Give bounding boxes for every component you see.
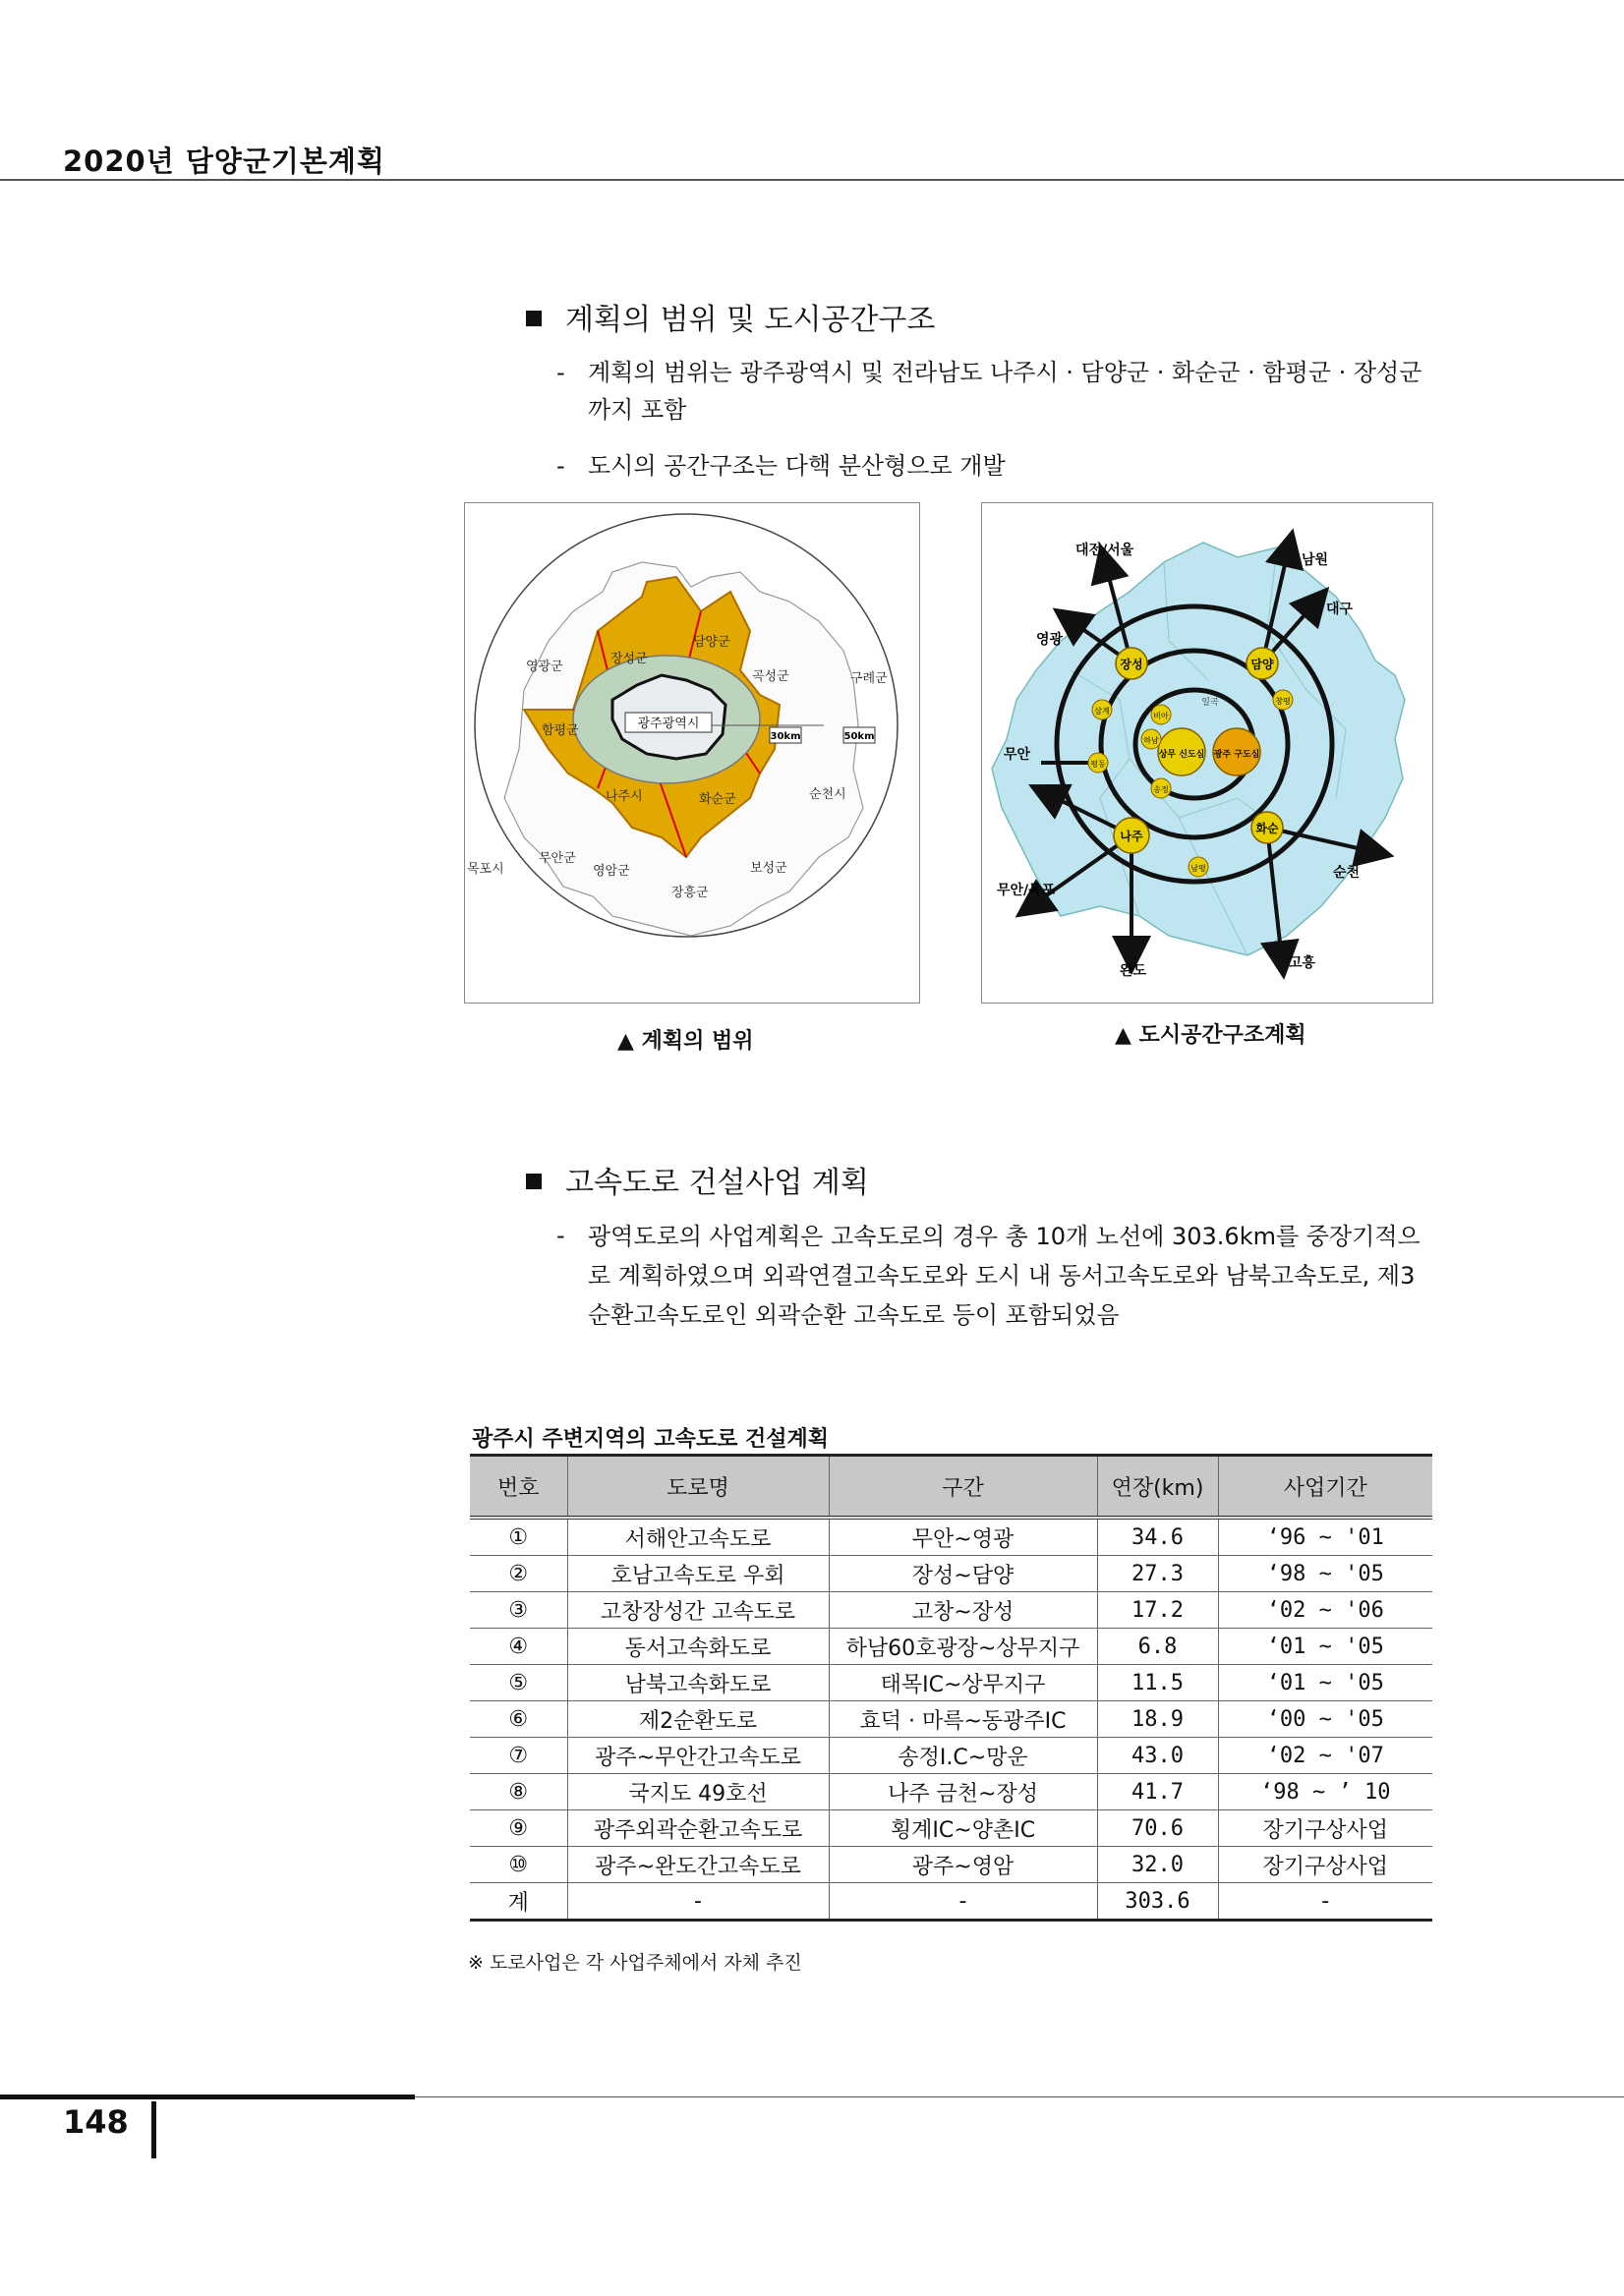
map-right-label-muan: 무안 [1004,747,1031,763]
cell-section: 광주~영암 [829,1847,1097,1883]
square-bullet-icon [526,311,542,326]
table-note: ※ 도로사업은 각 사업주체에서 자체 추진 [468,1952,802,1974]
cell-section: 하남60호광장~상무지구 [829,1629,1097,1665]
map-right-node-bia: 비아 [1153,712,1169,720]
square-bullet-icon [526,1174,542,1189]
map-right-node-ilgok: 일곡 [1201,698,1219,708]
section1-bullet-2: - 도시의 공간구조는 다핵 분산형으로 개발 [556,452,1006,480]
map-left-label-naju: 나주시 [606,789,643,804]
cell-period: ‘98 ~ ’ 10 [1218,1774,1432,1810]
table-row [470,1810,1432,1847]
cell-length: 6.8 [1097,1629,1218,1665]
page-number: 148 [63,2103,129,2141]
cell-period: 장기구상사업 [1218,1810,1432,1847]
cell-no: ⑥ [470,1701,567,1738]
map-right-label-daejeon: 대전/서울 [1075,543,1134,558]
map-right-node-changpyeong: 창평 [1275,697,1291,706]
col-header-period: 사업기간 [1218,1456,1432,1519]
cell-road: 국지도 49호선 [567,1774,829,1810]
table-row [470,1592,1432,1629]
cell-length: 43.0 [1097,1738,1218,1774]
map-left-label-boseong: 보성군 [750,861,787,876]
table-row [470,1847,1432,1883]
map-right-node-sangmu: 상무 신도심 [1158,750,1205,760]
col-header-road: 도로명 [567,1456,829,1519]
section2-heading: 고속도로 건설사업 계획 [526,1158,869,1201]
cell-road: 서해안고속도로 [567,1518,829,1556]
map-left-label-suncheon: 순천시 [809,787,846,802]
header-rule [0,179,1624,181]
map-right-node-hanam: 하남 [1143,736,1159,745]
cell-no: ① [470,1518,567,1556]
map-right-node-nampyeong: 남평 [1190,864,1206,873]
highway-plan-table [470,1454,1432,1922]
map-right-node-hwasun: 화순 [1255,822,1279,835]
map-left-label-hwasun: 화순군 [699,792,736,807]
table-header-row [470,1456,1432,1519]
cell-no: ⑩ [470,1847,567,1883]
cell-section: - [829,1883,1097,1921]
cell-length: 11.5 [1097,1665,1218,1701]
map-right-label-goheung: 고흥 [1289,955,1316,971]
map-left-label-jangheung: 장흥군 [671,886,709,900]
map-right-label-suncheon: 순천 [1333,865,1361,881]
table-row [470,1774,1432,1810]
map-left-label-mokpo: 목포시 [467,862,504,877]
footer-bar [0,2095,415,2099]
cell-road: 광주~완도간고속도로 [567,1847,829,1883]
cell-no: ⑦ [470,1738,567,1774]
map-right-label-daegu: 대구 [1326,602,1354,617]
cell-no: ③ [470,1592,567,1629]
cell-section: 장성~담양 [829,1556,1097,1592]
cell-road: 광주외곽순환고속도로 [567,1810,829,1847]
col-header-no: 번호 [470,1456,567,1519]
map-right-label-muanmokpo: 무안/목포 [997,883,1056,898]
cell-no: ⑧ [470,1774,567,1810]
cell-length: 34.6 [1097,1518,1218,1556]
map-right-node-gwangju: 광주 구도심 [1213,750,1260,760]
cell-road: 제2순환도로 [567,1701,829,1738]
cell-length: 303.6 [1097,1883,1218,1921]
table-row [470,1665,1432,1701]
map-left-label-50km: 50km [843,731,875,742]
map-right-label-namwon: 남원 [1302,552,1329,568]
cell-no: 계 [470,1883,567,1921]
cell-period: ‘96 ~ '01 [1218,1518,1432,1556]
cell-section: 횡계IC~양촌IC [829,1810,1097,1847]
cell-period: ‘00 ~ '05 [1218,1701,1432,1738]
cell-length: 27.3 [1097,1556,1218,1592]
cell-section: 송정I.C~망운 [829,1738,1097,1774]
cell-length: 41.7 [1097,1774,1218,1810]
cell-length: 17.2 [1097,1592,1218,1629]
map-right-node-pyeongdong: 평동 [1090,760,1106,769]
cell-period: ‘02 ~ '07 [1218,1738,1432,1774]
cell-period: ‘01 ~ '05 [1218,1665,1432,1701]
planning-scope-map [464,502,920,1004]
cell-section: 고창~장성 [829,1592,1097,1629]
cell-road: 남북고속화도로 [567,1665,829,1701]
spatial-structure-map [981,502,1433,1004]
table-row [470,1518,1432,1556]
cell-road: 동서고속화도로 [567,1629,829,1665]
page-number-bar [151,2101,156,2158]
running-header-title: 2020년 담양군기본계획 [63,144,385,178]
map-left-label-jangseong: 장성군 [610,652,648,666]
table-title: 광주시 주변지역의 고속도로 건설계획 [472,1427,830,1452]
map-left-label-damyang: 담양군 [693,635,730,650]
cell-length: 18.9 [1097,1701,1218,1738]
map-left-label-muan: 무안군 [539,851,576,866]
map-right-label-wando: 완도 [1120,963,1147,979]
cell-section: 태목IC~상무지구 [829,1665,1097,1701]
table-total-row [470,1883,1432,1921]
footer-rule [415,2096,1624,2097]
cell-road: 고창장성간 고속도로 [567,1592,829,1629]
section1-heading: 계획의 범위 및 도시공간구조 [526,295,935,338]
section2-bullet: - 광역도로의 사업계획은 고속도로의 경우 총 10개 노선에 303.6km를 중장기적으로 계획하였으며 외곽연결고속도로와 도시 내 동서고속도로와 남북고속도로, 제3순환고속도로인 외곽순환 고속도로 등이 포함되었음 [556,1222,1421,1329]
map-left-label-gurye: 구례군 [850,671,888,686]
col-header-length: 연장(km) [1097,1456,1218,1519]
cell-length: 32.0 [1097,1847,1218,1883]
cell-section: 무안~영광 [829,1518,1097,1556]
map-right-node-songjeong: 송정 [1153,785,1169,794]
map-left-label-yeonggwang: 영광군 [526,660,563,674]
map-right-node-naju: 나주 [1120,830,1143,843]
cell-no: ④ [470,1629,567,1665]
cell-road: 광주~무안간고속도로 [567,1738,829,1774]
section1-bullet-1: - 계획의 범위는 광주광역시 및 전라남도 나주시 · 담양군 · 화순군 · 함평군 · 장성군까지 포함 [556,359,1422,424]
map-left-label-yeongam: 영암군 [593,864,630,879]
map-right-label-yeonggwang: 영광 [1036,632,1064,648]
map-right-node-jangseong: 장성 [1120,658,1143,671]
table-row [470,1629,1432,1665]
cell-road: 호남고속도로 우회 [567,1556,829,1592]
col-header-section: 구간 [829,1456,1097,1519]
figure-left-caption: ▲ 계획의 범위 [617,1029,754,1054]
map-left-label-center: 광주광역시 [637,717,700,731]
cell-no: ② [470,1556,567,1592]
table-row [470,1738,1432,1774]
cell-length: 70.6 [1097,1810,1218,1847]
map-right-node-samgye: 삼계 [1094,707,1110,716]
cell-period: ‘02 ~ '06 [1218,1592,1432,1629]
figure-right-caption: ▲ 도시공간구조계획 [1115,1023,1306,1048]
cell-period: ‘01 ~ '05 [1218,1629,1432,1665]
cell-period: ‘98 ~ '05 [1218,1556,1432,1592]
table-row [470,1556,1432,1592]
map-right-node-damyang: 담양 [1250,658,1274,671]
cell-period: - [1218,1883,1432,1921]
table-row [470,1701,1432,1738]
cell-road: - [567,1883,829,1921]
cell-period: 장기구상사업 [1218,1847,1432,1883]
map-left-label-hampyeong: 함평군 [542,723,579,738]
cell-no: ⑤ [470,1665,567,1701]
cell-section: 나주 금천~장성 [829,1774,1097,1810]
map-left-label-gokseong: 곡성군 [752,669,789,684]
map-left-label-30km: 30km [770,731,801,742]
cell-no: ⑨ [470,1810,567,1847]
cell-section: 효덕 · 마륵~동광주IC [829,1701,1097,1738]
